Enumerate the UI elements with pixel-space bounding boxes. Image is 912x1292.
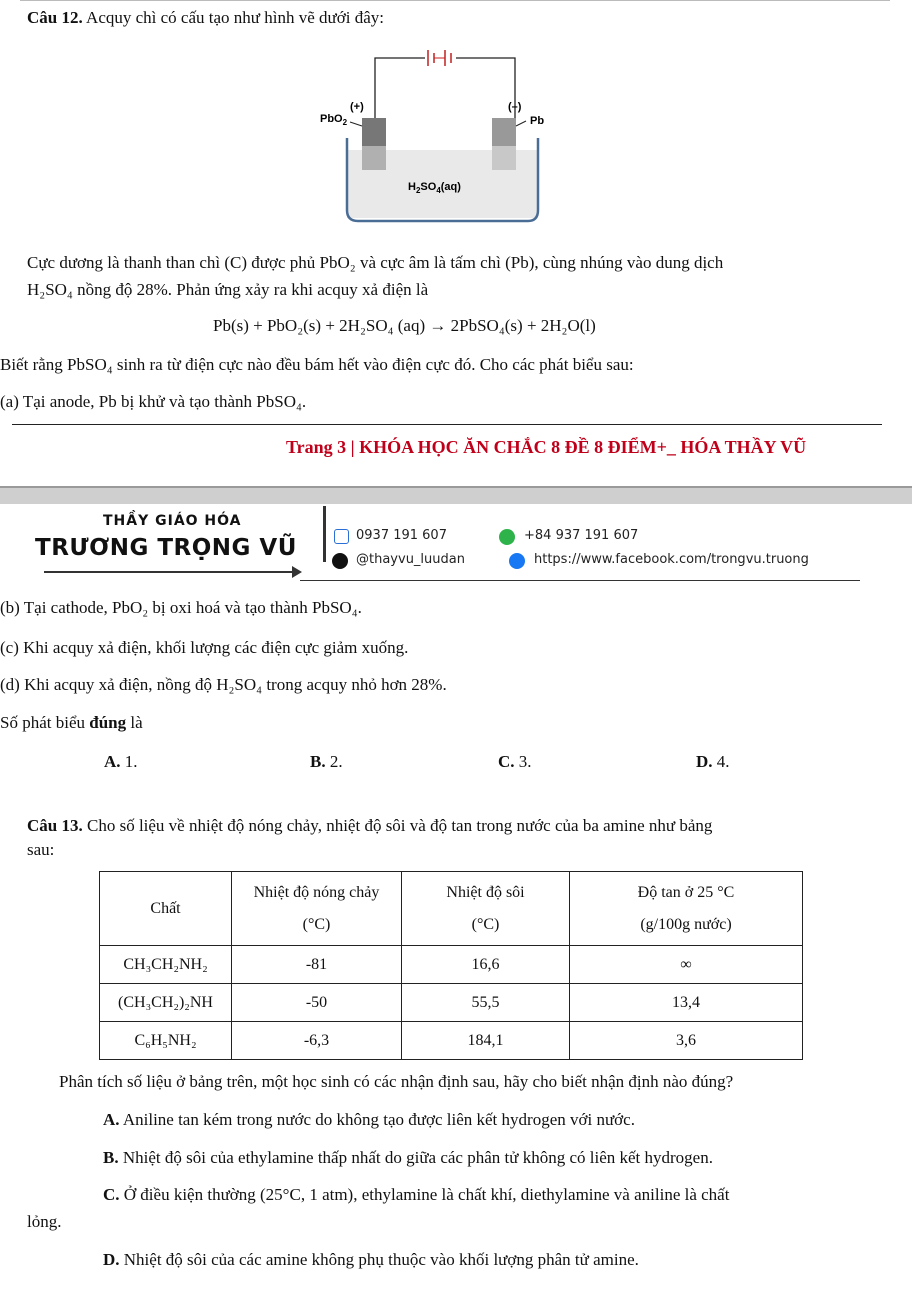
amine-table [99, 871, 803, 1060]
table-cell: -50 [232, 984, 402, 1022]
header-facebook: https://www.facebook.com/trongvu.truong [534, 552, 809, 567]
q13-option-b-text: Nhiệt độ sôi của ethylamine thấp nhất do giữa các phân tử không có liên kết hydrogen. [118, 1148, 713, 1167]
phone-icon [499, 529, 515, 545]
q13-option-a-text: Aniline tan kém trong nước do không tạo được liên kết hydrogen với nước. [119, 1110, 635, 1129]
header-bottom-rule [300, 580, 860, 581]
table-row [100, 1022, 803, 1060]
positive-sign: (+) [350, 101, 364, 113]
q12-line2: H₂SO₄ nồng độ 28%. Phản ứng xảy ra khi acquy xả điện là [27, 280, 429, 299]
table-row [100, 946, 803, 984]
q12-option-a-letter: A. [104, 752, 121, 771]
q13-option-b-letter: B. [103, 1148, 119, 1167]
header-solubility: Độ tan ở 25 °C [637, 883, 735, 901]
header-zalo: 0937 191 607 [356, 528, 447, 543]
header-arrow-line [44, 571, 296, 573]
header-name: TRƯƠNG TRỌNG VŨ [35, 535, 297, 561]
header-melting: Nhiệt độ nóng chảy [253, 883, 380, 901]
q12-line1: Cực dương là thanh than chì (C) được phủ PbO₂ và cực âm là tấm chì (Pb), cùng nhúng vào dung dịch [27, 253, 724, 272]
q12-option-d-text: 4. [712, 752, 730, 771]
q13-option-d-text: Nhiệt độ sôi của các amine không phụ thuộc vào khối lượng phân tử amine. [119, 1250, 639, 1269]
tiktok-icon [332, 553, 348, 569]
page-break [0, 488, 912, 504]
page-footer: Trang 3 | KHÓA HỌC ĂN CHẮC 8 ĐỀ 8 ĐIỂM+_ HÓA THẦY VŨ [286, 437, 807, 457]
negative-sign: (–) [508, 101, 522, 113]
q12-ask [0, 713, 143, 733]
q12-statement-a: (a) Tại anode, Pb bị khử và tạo thành PbSO₄. [0, 392, 307, 411]
q12-intro [27, 8, 384, 28]
q13-option-a-letter: A. [103, 1110, 120, 1129]
pbo2-electrode-top [362, 118, 386, 146]
q13-option-a[interactable] [103, 1110, 635, 1130]
q13-option-c[interactable] [103, 1185, 729, 1205]
table-header-cell [100, 872, 232, 946]
q12-option-b-text: 2. [325, 752, 343, 771]
q13-option-c-text: Ở điều kiện thường (25°C, 1 atm), ethylamine là chất khí, diethylamine và aniline là chất [119, 1185, 730, 1204]
q13-option-d[interactable] [103, 1250, 639, 1270]
q12-option-a[interactable] [104, 752, 138, 772]
q12-intro-text: Acquy chì có cấu tạo như hình vẽ dưới đây: [86, 8, 384, 27]
header-melting-unit: (°C) [302, 915, 331, 933]
q13-number: Câu 13. [27, 816, 83, 835]
battery-wire [375, 50, 515, 120]
q12-ask-post: là [126, 713, 143, 732]
table-cell: -6,3 [232, 1022, 402, 1060]
table-cell: C₆H₅NH₂ [100, 1022, 232, 1060]
pbo2-label: PbO$_2$ [320, 113, 348, 127]
table-cell: 3,6 [570, 1022, 803, 1060]
q12-option-c[interactable] [498, 752, 532, 772]
q12-statement-d: (d) Khi acquy xả điện, nồng độ H₂SO₄ trong acquy nhỏ hơn 28%. [0, 675, 447, 694]
q12-number: Câu 12. [27, 8, 83, 27]
header-boiling: Nhiệt độ sôi [446, 883, 525, 901]
top-rule [20, 0, 890, 1]
q12-option-d-letter: D. [696, 752, 713, 771]
q13-question: Phân tích số liệu ở bảng trên, một học sinh có các nhận định sau, hãy cho biết nhận định nào đúng? [59, 1072, 734, 1091]
table-row [100, 984, 803, 1022]
pb-label: Pb [530, 115, 545, 127]
q13-line1-text: Cho số liệu về nhiệt độ nóng chảy, nhiệt độ sôi và độ tan trong nước của ba amine như bảng [86, 816, 713, 835]
q12-option-d[interactable] [696, 752, 730, 772]
q13-option-b[interactable] [103, 1148, 713, 1168]
pb-electrode-top [492, 118, 516, 146]
pbo2-electrode-bottom [362, 146, 386, 170]
table-cell: 55,5 [402, 984, 570, 1022]
facebook-icon [509, 553, 525, 569]
header-tiktok: @thayvu_luudan [356, 552, 465, 567]
header-phone: +84 937 191 607 [524, 528, 639, 543]
q12-option-c-text: 3. [514, 752, 532, 771]
header-compound: Chất [150, 899, 181, 917]
table-cell: -81 [232, 946, 402, 984]
table-cell: 13,4 [570, 984, 803, 1022]
electrolyte-label: $H_2SO_4(aq)$ [408, 181, 461, 195]
q13-option-c-letter: C. [103, 1185, 120, 1204]
q13-option-c-cont: lỏng. [27, 1212, 62, 1231]
q13-line1 [27, 816, 712, 836]
header-divider [323, 506, 326, 562]
header-boiling-unit: (°C) [471, 915, 500, 933]
table-header-cell [402, 872, 570, 946]
lead-acid-battery-diagram [300, 38, 590, 228]
zalo-icon [334, 529, 349, 544]
q12-option-b-letter: B. [310, 752, 326, 771]
header-solubility-unit: (g/100g nước) [640, 915, 732, 933]
q12-ask-pre: Số phát biểu [0, 713, 90, 732]
footer-rule [12, 424, 882, 425]
q13-option-d-letter: D. [103, 1250, 120, 1269]
table-cell: CH₃CH₂NH₂ [100, 946, 232, 984]
q12-line3: Biết rằng PbSO₄ sinh ra từ điện cực nào đều bám hết vào điện cực đó. Cho các phát biểu sau: [0, 355, 634, 374]
table-cell: 16,6 [402, 946, 570, 984]
table-header-row [100, 872, 803, 946]
q12-option-a-text: 1. [120, 752, 138, 771]
q12-equation: Pb(s) + PbO₂(s) + 2H₂SO₄ (aq) → 2PbSO₄(s) + 2H₂O(l) [213, 316, 596, 335]
header-arrowhead [292, 566, 302, 578]
table-header-cell [570, 872, 803, 946]
q12-statement-b: (b) Tại cathode, PbO₂ bị oxi hoá và tạo thành PbSO₄. [0, 598, 362, 617]
q12-option-b[interactable] [310, 752, 343, 772]
q12-statement-c: (c) Khi acquy xả điện, khối lượng các điện cực giảm xuống. [0, 638, 409, 657]
header-subtitle: THẦY GIÁO HÓA [103, 513, 242, 529]
pb-electrode-bottom [492, 146, 516, 170]
q12-ask-bold: đúng [89, 713, 127, 732]
q13-line2: sau: [27, 840, 55, 859]
table-cell: (CH₃CH₂)₂NH [100, 984, 232, 1022]
q12-option-c-letter: C. [498, 752, 515, 771]
table-cell: ∞ [570, 946, 803, 984]
table-cell: 184,1 [402, 1022, 570, 1060]
table-header-cell [232, 872, 402, 946]
